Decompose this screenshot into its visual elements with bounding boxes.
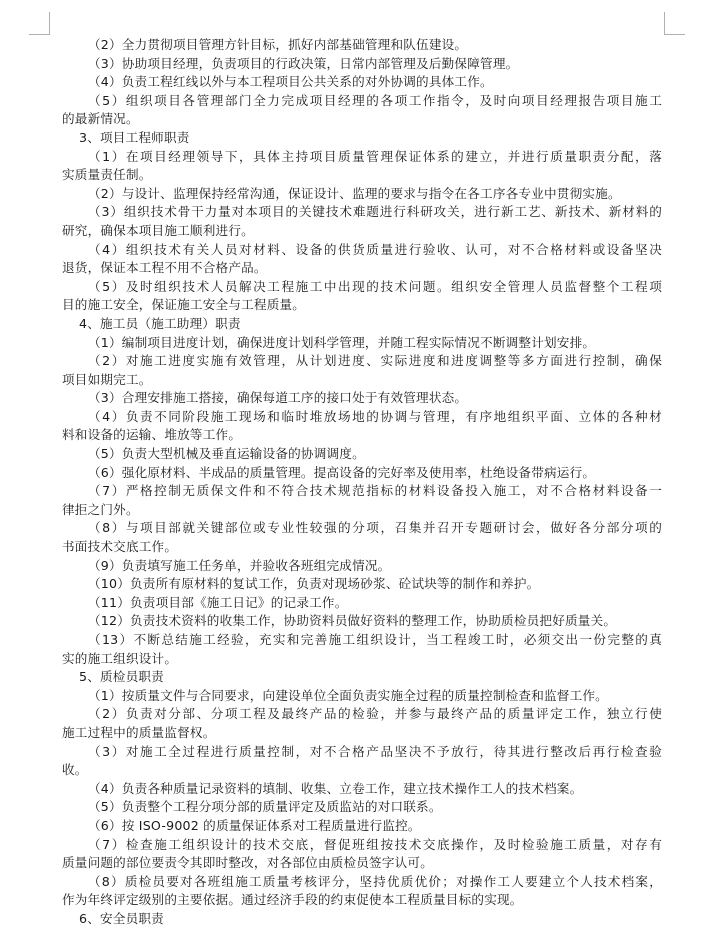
paragraph-line: （9）负责填写施工任务单，并验收各班组完成情况。 xyxy=(88,557,391,573)
paragraph-line: （7）检查施工组织设计的技术交底，督促班组按技术交底操作，及时检验施工质量，对存有 xyxy=(88,836,662,852)
paragraph-line: （10）负责所有原材料的复试工作，负责对现场砂浆、砼试块等的制作和养护。 xyxy=(88,576,540,592)
paragraph-line: （4）负责不同阶段施工现场和临时堆放场地的协调与管理，有序地组织平面、立体的各种材 xyxy=(88,408,662,424)
paragraph-line: 质量问题的部位要责令其即时整改，对各部位由质检员签字认可。 xyxy=(62,855,434,871)
paragraph-line: （6）强化原材料、半成品的质量管理。提高设备的完好率及使用率，杜绝设备带病运行。 xyxy=(88,464,596,480)
paragraph-line: 退货，保证本工程不用不合格产品。 xyxy=(62,260,267,276)
paragraph-line: （8）与项目部就关键部位或专业性较强的分项，召集并召开专题研讨会，做好各分部分项的 xyxy=(88,520,662,536)
paragraph-line: （4）负责工程红线以外与本工程项目公共关系的对外协调的具体工作。 xyxy=(88,74,493,90)
paragraph-line: （5）负责大型机械及垂直运输设备的协调调度。 xyxy=(88,446,365,462)
paragraph-line: （11）负责项目部《施工日记》的记录工作。 xyxy=(88,594,348,610)
paragraph-line: （12）负责技术资料的收集工作，协助资料员做好资料的整理工作，协助质检员把好质量关。 xyxy=(88,613,617,629)
paragraph-line: （2）全力贯彻项目管理方针目标，抓好内部基础管理和队伍建设。 xyxy=(88,37,468,52)
paragraph-line: （2）对施工进度实施有效管理，从计划进度、实际进度和进度调整等多方面进行控制，确保 xyxy=(88,353,662,369)
paragraph-line: （1）在项目经理领导下，具体主持项目质量管理保证体系的建立，并进行质量职责分配，落 xyxy=(88,148,662,164)
paragraph-line: （1）按质量文件与合同要求，向建设单位全面负责实施全过程的质量控制检查和监督工作。 xyxy=(88,687,608,703)
paragraph-line: （3）对施工全过程进行质量控制，对不合格产品坚决不予放行，待其进行整改后再行检查验 xyxy=(88,743,662,759)
paragraph-line: （4）组织技术有关人员对材料、设备的供货质量进行验收、认可，对不合格材料或设备坚决 xyxy=(88,241,662,257)
paragraph-line: （13）不断总结施工经验，充实和完善施工组织设计，当工程竣工时，必须交出一份完整的真 xyxy=(88,632,662,647)
paragraph-line: 研究，确保本项目施工顺利进行。 xyxy=(62,222,254,238)
paragraph-line: 施工过程中的质量监督权。 xyxy=(62,724,216,740)
paragraph-line: （4）负责各种质量记录资料的填制、收集、立卷工作，建立技术操作工人的技术档案。 xyxy=(88,780,583,796)
paragraph-line: （7）严格控制无质保文件和不符合技术规范指标的材料设备投入施工，对不合格材料设备一 xyxy=(88,483,662,499)
paragraph-line: （5）及时组织技术人员解决工程施工中出现的技术问题。组织安全管理人员监督整个工程项 xyxy=(88,278,662,294)
paragraph-line: 料和设备的运输、堆放等工作。 xyxy=(62,427,242,443)
crop-mark-top-right xyxy=(664,12,685,35)
paragraph-line: （1）编制项目进度计划，确保进度计划科学管理，并随工程实际情况不断调整计划安排。 xyxy=(88,334,596,350)
paragraph-line: 作为年终评定级别的主要依据。通过经济手段的约束促使本工程质量目标的实现。 xyxy=(62,892,523,908)
section-heading: 6、安全员职责 xyxy=(79,910,164,926)
paragraph-line: 目的施工安全，保证施工安全与工程质量。 xyxy=(62,297,306,313)
paragraph-line: 项目如期完工。 xyxy=(62,371,152,387)
paragraph-line: （3）合理安排施工搭接，确保每道工序的接口处于有效管理状态。 xyxy=(88,390,468,406)
paragraph-line: （5）组织项目各管理部门全力完成项目经理的各项工作指令，及时向项目经理报告项目施工 xyxy=(88,92,662,108)
crop-mark-top-left xyxy=(29,12,50,35)
paragraph-line: 实的施工组织设计。 xyxy=(62,650,178,666)
section-heading: 4、施工员（施工助理）职责 xyxy=(79,315,241,331)
paragraph-line: 的最新情况。 xyxy=(62,111,139,127)
section-heading: 5、质检员职责 xyxy=(79,669,164,685)
document-body xyxy=(62,36,662,929)
paragraph-line: （2）负责对分部、分项工程及最终产品的检验，并参与最终产品的质量评定工作，独立行使 xyxy=(88,706,662,722)
section-heading: 3、项目工程师职责 xyxy=(79,129,190,145)
paragraph-line: 收。 xyxy=(62,762,88,778)
paragraph-line: （3）组织技术骨干力量对本项目的关键技术难题进行科研攻关，进行新工艺、新技术、新材料的 xyxy=(88,204,662,220)
paragraph-line: 书面技术交底工作。 xyxy=(62,539,178,555)
paragraph-line: （6）按 ISO-9002 的质量保证体系对工程质量进行监控。 xyxy=(88,817,421,833)
paragraph-line: （2）与设计、监理保持经常沟通，保证设计、监理的要求与指令在各工序各专业中贯彻实施。 xyxy=(88,185,621,201)
paragraph-line: 律拒之门外。 xyxy=(62,501,139,517)
paragraph-line: （3）协助项目经理，负责项目的行政决策，日常内部管理及后勤保障管理。 xyxy=(88,55,519,71)
paragraph-line: 实质量责任制。 xyxy=(62,167,152,183)
paragraph-line: （8）质检员要对各班组施工质量考核评分，坚持优质优价；对操作工人要建立个人技术档案， xyxy=(88,873,662,889)
paragraph-line: （5）负责整个工程分项分部的质量评定及质监站的对口联系。 xyxy=(88,799,442,815)
